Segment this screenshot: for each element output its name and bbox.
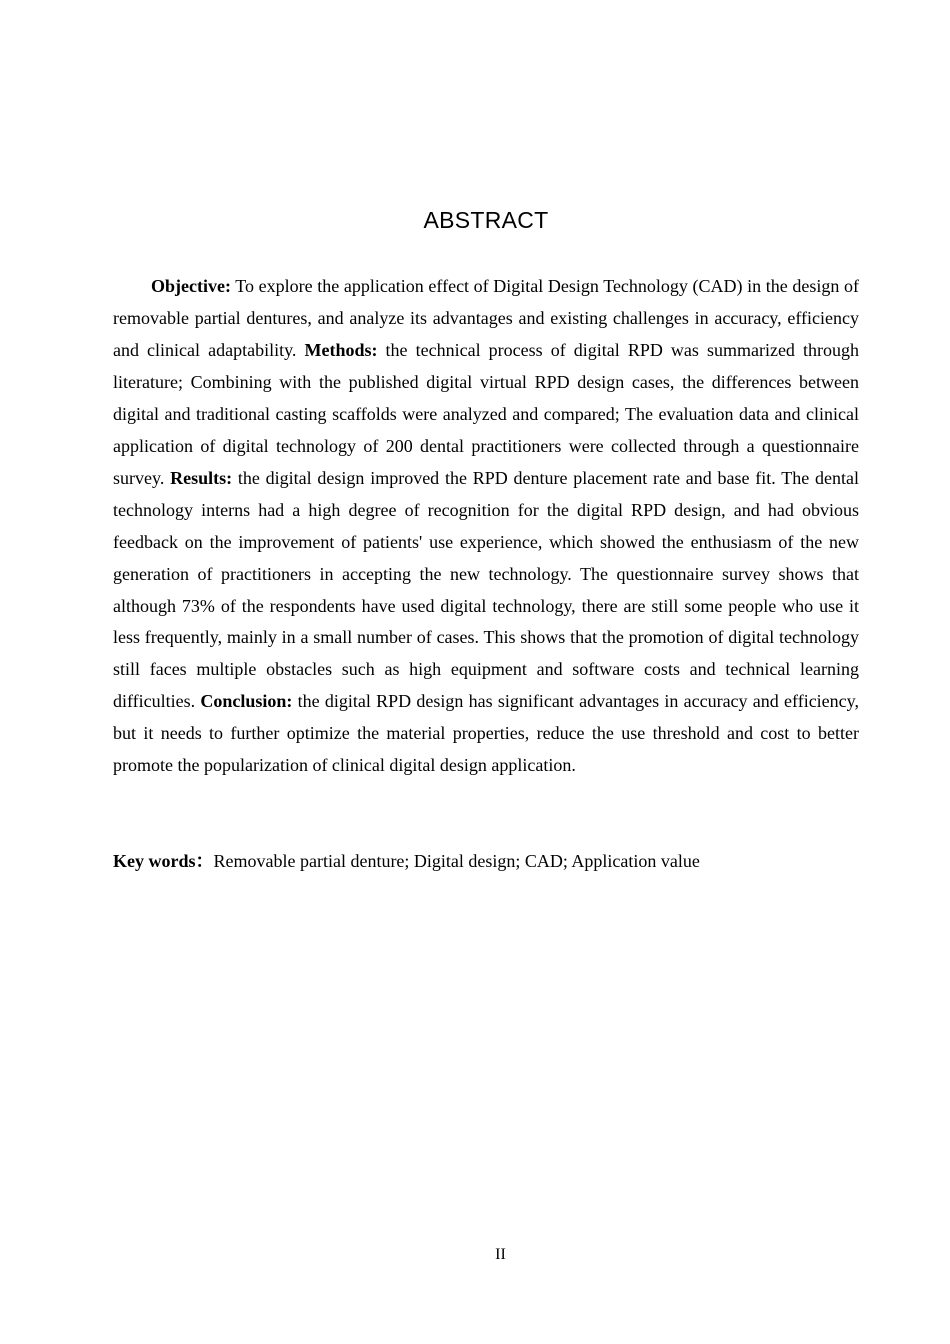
results-label: Results: — [170, 467, 233, 488]
keywords-text: Removable partial denture; Digital design; CAD; Application value — [213, 851, 700, 871]
conclusion-text: the digital RPD design has significant advantages in accuracy and efficiency, but it needs to further optimize the material properties, reduce the use threshold and cost to better promote the popularization of clinical digital design application. — [113, 691, 859, 776]
keywords-line — [113, 845, 859, 877]
page-title: ABSTRACT — [423, 207, 549, 233]
methods-text: the technical process of digital RPD was summarized through literature; Combining with the published digital virtual RPD design cases, the differences between digital and traditional casting scaffolds were analyzed and compared; The evaluation data and clinical application of digital technology of 200 dental practitioners were collected through a questionnaire survey. — [113, 339, 859, 488]
abstract-paragraph — [113, 271, 859, 782]
page-number: II — [495, 1246, 506, 1263]
results-text: the digital design improved the RPD denture placement rate and base fit. The dental technology interns had a high degree of recognition for the digital RPD design, and had obvious feedback on the improvement of patients' use experience, which showed the enthusiasm of the new generation of practitioners in accepting the new technology. The questionnaire survey shows that although 73% of the respondents have used digital technology, there are still some people who use it less frequently, mainly in a small number of cases. This shows that the promotion of digital technology still faces multiple obstacles such as high equipment and software costs and technical learning difficulties. — [113, 467, 859, 712]
objective-text: To explore the application effect of Digital Design Technology (CAD) in the design of removable partial dentures, and analyze its advantages and existing challenges in accuracy, efficiency and clinical adaptability. — [113, 276, 859, 360]
methods-label: Methods: — [304, 339, 378, 360]
conclusion-label: Conclusion: — [200, 691, 293, 712]
objective-label: Objective: — [151, 276, 231, 296]
keywords-label: Key words： — [113, 851, 214, 871]
